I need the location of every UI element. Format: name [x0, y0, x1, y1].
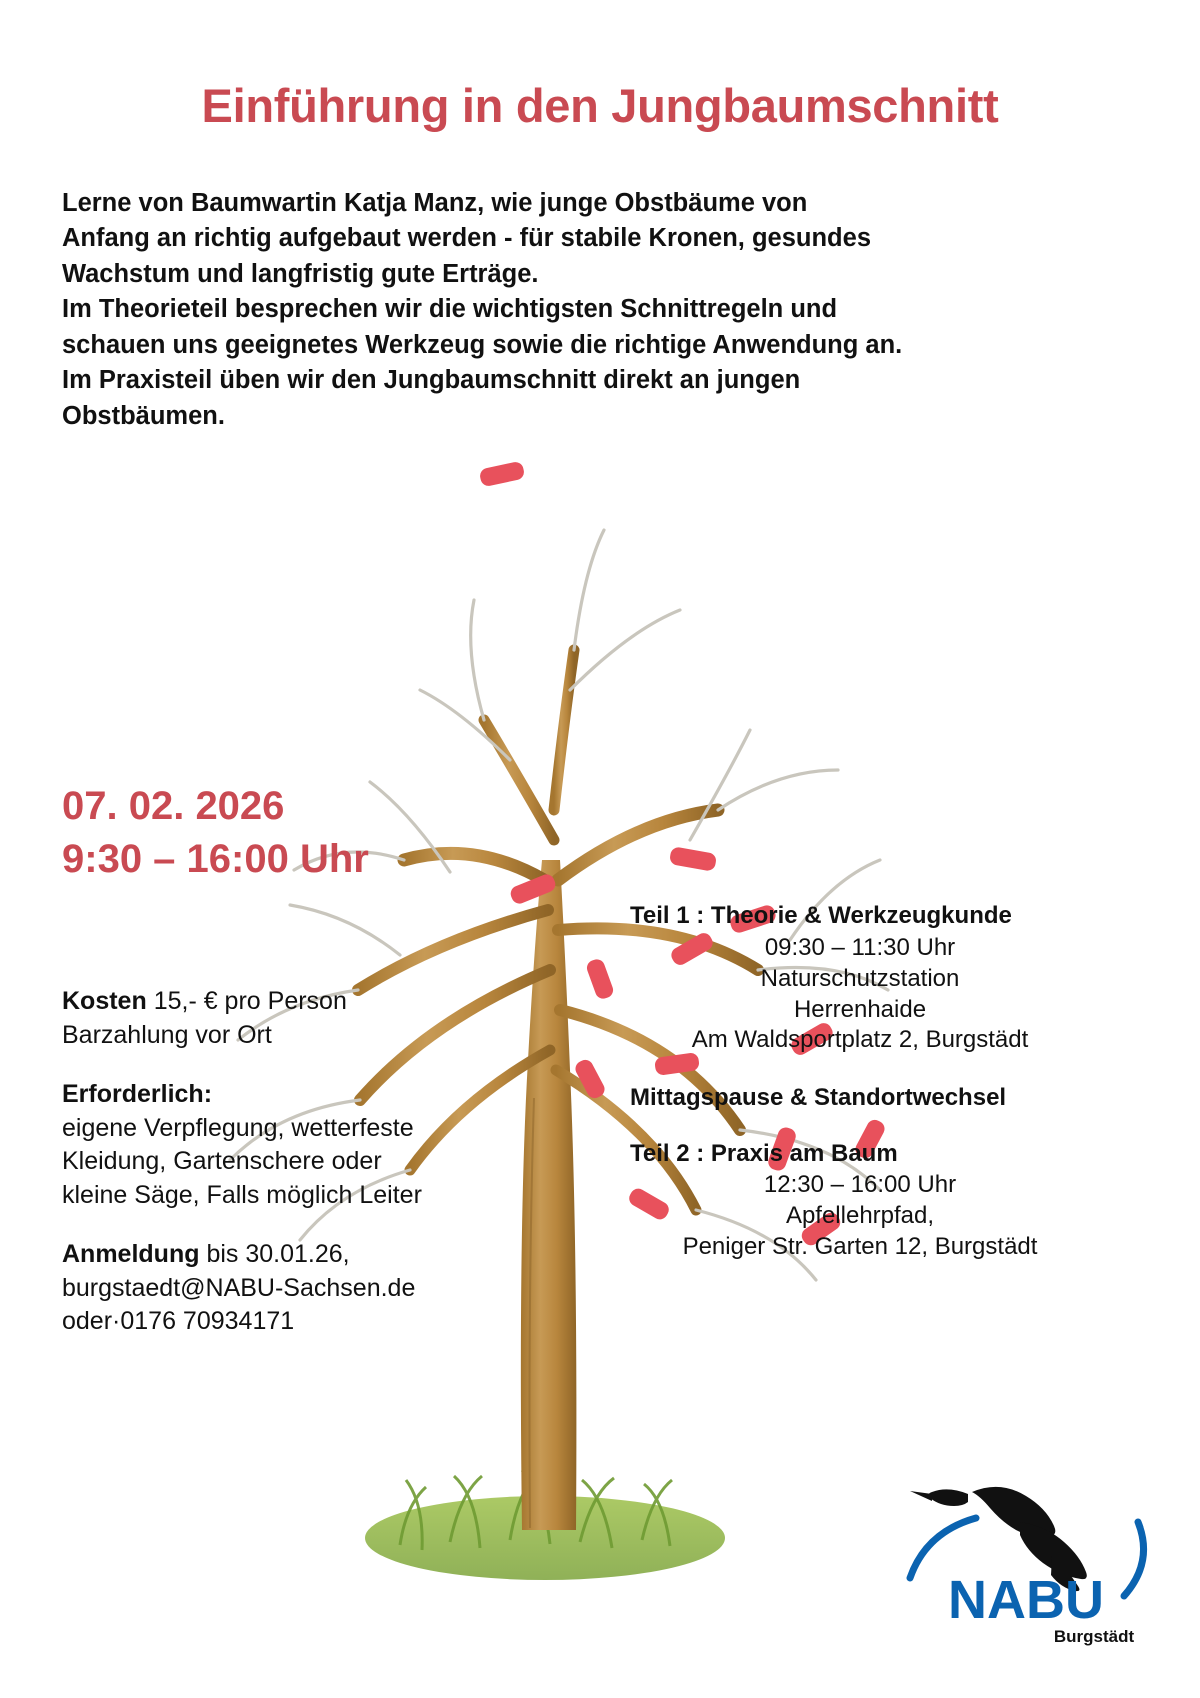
schedule-part1-time: 09:30 – 11:30 Uhr — [764, 934, 956, 962]
intro-line-5: schauen uns geeignetes Werkzeug sowie die richtige Anwendung an. — [62, 330, 903, 359]
registration-line — [62, 1238, 562, 1272]
schedule-part2-time: 12:30 – 16:00 Uhr — [763, 1171, 957, 1199]
required-line-3: kleine Säge, Falls möglich Leiter — [62, 1180, 422, 1209]
schedule-part1-place-2: Herrenhaide — [793, 995, 927, 1023]
intro-line-3: Wachstum und langfristig gute Erträge. — [62, 259, 539, 288]
costs-line — [62, 985, 562, 1019]
costs-group — [62, 985, 562, 1052]
intro-text — [62, 186, 1072, 434]
registration-group — [62, 1238, 562, 1339]
schedule-part2-title: Teil 2 : Praxis am Baum — [630, 1140, 898, 1168]
schedule-part1-title: Teil 1 : Theorie & Werkzeugkunde — [630, 902, 1012, 929]
schedule-break: Mittagspause & Standortwechsel — [630, 1084, 1007, 1112]
intro-line-6: Im Praxisteil üben wir den Jungbaumschnitt direkt an jungen — [62, 366, 801, 395]
details-column — [62, 985, 562, 1365]
schedule-part2-place: Apfellehrpfad, — [785, 1201, 935, 1229]
schedule-part2-body — [630, 1170, 1090, 1262]
schedule-part1-body — [630, 933, 1090, 1056]
schedule-column — [630, 900, 1090, 1262]
registration-deadline: bis 30.01.26, — [206, 1240, 350, 1268]
nabu-logo — [902, 1470, 1152, 1650]
intro-line-1: Lerne von Baumwartin Katja Manz, wie junge Obstbäume von — [62, 189, 808, 217]
required-line-1: eigene Verpflegung, wetterfeste — [62, 1113, 414, 1142]
costs-payment: Barzahlung vor Ort — [62, 1020, 272, 1049]
costs-label: Kosten — [62, 987, 147, 1015]
schedule-part1-place-1: Naturschutzstation — [760, 964, 960, 992]
nabu-wordmark: NABU — [948, 1570, 1104, 1630]
event-date-time — [62, 780, 582, 886]
intro-line-7: Obstbäumen. — [62, 401, 225, 430]
registration-email[interactable]: burgstaedt@NABU-Sachsen.de — [62, 1273, 416, 1302]
registration-label: Anmeldung — [62, 1240, 200, 1268]
intro-line-2: Anfang an richtig aufgebaut werden - für stabile Kronen, gesundes — [62, 224, 872, 253]
required-label-text: Erforderlich: — [62, 1080, 213, 1108]
schedule-part1-address: Am Waldsportplatz 2, Burgstädt — [691, 1026, 1029, 1054]
page-title: Einführung in den Jungbaumschnitt — [201, 79, 999, 132]
intro-line-4: Im Theorieteil besprechen wir die wichtigsten Schnittregeln und — [62, 295, 838, 324]
required-label — [62, 1078, 562, 1112]
schedule-part2-address: Peniger Str. Garten 12, Burgstädt — [682, 1232, 1038, 1260]
event-time: 9:30 – 16:00 Uhr — [62, 837, 369, 882]
nabu-subtitle: Burgstädt — [1053, 1627, 1135, 1646]
required-line-2: Kleidung, Gartenschere oder — [62, 1147, 382, 1175]
required-group — [62, 1078, 562, 1212]
event-date: 07. 02. 2026 — [62, 784, 285, 828]
registration-phone[interactable]: oder·0176 70934171 — [62, 1307, 295, 1335]
costs-value: 15,- € pro Person — [153, 987, 347, 1015]
